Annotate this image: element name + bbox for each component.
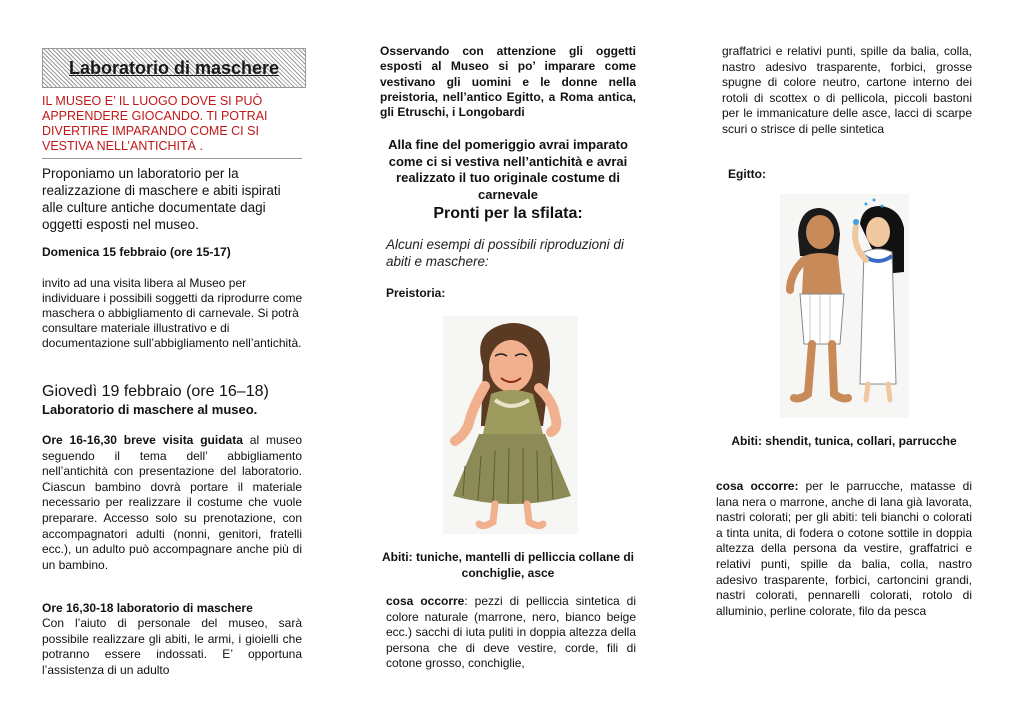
divider xyxy=(42,158,302,159)
thursday-heading: Giovedì 19 febbraio (ore 16–18) xyxy=(42,383,269,400)
caveman-illustration xyxy=(443,316,578,534)
materials-continued: graffatrici e relativi punti, spille da balia, colla, nastro adesivo trasparente, forbici, grosse spugne di colore neutro, cartone interno dei rotoli di scottex o di pellicola, piccoli bastoni per le immanicature delle asce, lacci di scarpe scuri o strisce di pelle sintetica xyxy=(722,44,972,136)
end-paragraph: Alla fine del pomeriggio avrai imparato come ci si vestiva nell’antichità e avrai realizzato il tuo originale costume di carnevale xyxy=(388,137,628,202)
sunday-text: invito ad una visita libera al Museo per individuare i possibili soggetti da riprodurre come maschera o abbigliamento di carnevale. Si potrà consultare materiale illustrativo e di documentazione sull’abbigliamento nell’antichità. xyxy=(42,276,303,350)
intro-red-text: IL MUSEO E’ IL LUOGO DOVE SI PUÒ APPRENDERE GIOCANDO. TI POTRAI DIVERTIRE IMPARANDO COME CI SI VESTIVA NELL’ANTICHITÀ . xyxy=(42,94,268,153)
prehistory-caption: Abiti: tuniche, mantelli di pelliccia collane di conchiglie, asce xyxy=(381,550,635,580)
egypt-needs-label: cosa occorre: xyxy=(716,479,799,493)
prehistory-needs-label: cosa occorre xyxy=(386,594,465,608)
egypt-caption: Abiti: shendit, tunica, collari, parrucche xyxy=(731,434,957,448)
page-title: Laboratorio di maschere xyxy=(68,57,280,78)
egypt-label: Egitto: xyxy=(728,167,766,181)
egypt-needs-paragraph xyxy=(716,479,972,619)
lab-heading: Ore 16,30-18 laboratorio di maschere xyxy=(42,601,253,615)
thursday-subheading: Laboratorio di maschere al museo. xyxy=(42,402,258,417)
prehistory-needs-paragraph xyxy=(386,594,636,672)
prehistory-needs-text: : pezzi di pelliccia sintetica di colore naturale (marrone, nero, bianco beige ecc.) sacchi di iuta puliti in doppia altezza della persona che di deve vestire, corde, fili di cotone grosso, conchiglie, xyxy=(386,594,636,671)
visit-paragraph xyxy=(42,433,302,573)
title-box xyxy=(42,48,306,88)
prehistory-label: Preistoria: xyxy=(386,286,446,300)
intro-paragraph: Proponiamo un laboratorio per la realizzazione di maschere e abiti ispirati alle culture antiche documentate dagi oggetti esposti nel museo. xyxy=(42,166,281,232)
egyptian-couple-icon xyxy=(780,194,909,418)
observe-paragraph: Osservando con attenzione gli oggetti esposti al Museo si po’ imparare come vestivano gli uomini e le donne nella preistoria, nell’antico Egitto, a Roma antica, gli Etruschi, i Longobardi xyxy=(380,44,636,120)
egypt-needs-text: per le parrucche, matasse di lana nera o marrone, anche di lana già lavorata, nastri colorati; per gli abiti: teli bianchi o colorati a tinta unita, di fodera o cotone sottile in doppia altezza della persona da vestire, graffatrici e relativi punti, spille da balia, colla, nastro adesivo trasparente, forbici, cartoncini grandi, nastri colorati, pennarelli colorati, rotolo di alluminio, perline colorate, filo da pesca xyxy=(716,479,972,618)
caveman-icon xyxy=(443,316,578,534)
egyptian-couple-illustration xyxy=(780,194,909,418)
examples-intro: Alcuni esempi di possibili riproduzioni di abiti e maschere: xyxy=(386,237,624,269)
lab-text: Con l’aiuto di personale del museo, sarà possibile realizzare gli abiti, le armi, i gioielli che potranno essere indossati. E’ opportuna l’assistenza di un adulto xyxy=(42,616,302,677)
visit-time: Ore 16-16,30 breve visita guidata xyxy=(42,433,243,447)
ready-heading: Pronti per la sfilata: xyxy=(433,205,583,222)
visit-text: al museo seguendo il tema dell’ abbigliamento nell’antichità con presentazione del laboratorio. Ciascun bambino dovrà portare il materiale necessario per realizzare il costume che vuole preparare. Accesso solo su prenotazione, con accompagnatori adulti (nonni, genitori, fratelli ecc.), un adulto può accompagnare anche più di un bambino. xyxy=(42,433,302,572)
sunday-heading: Domenica 15 febbraio (ore 15-17) xyxy=(42,245,231,259)
